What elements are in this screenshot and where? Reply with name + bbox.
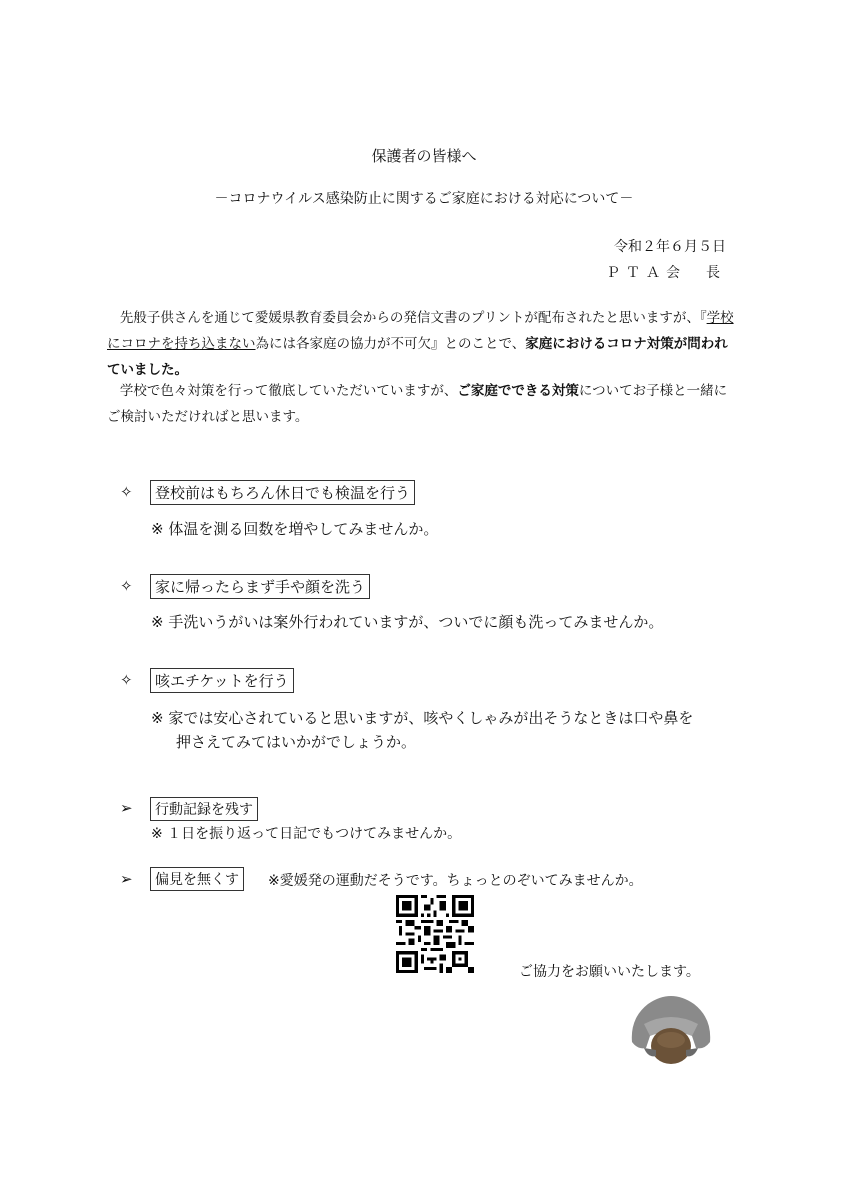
- page-subtitle: －コロナウイルス感染防止に関するご家庭における対応について－: [214, 191, 634, 207]
- intro-text: についてお子様と一緒にご検討いただければと思います。: [107, 383, 728, 425]
- intro-text: 学校で色々対策を行って徹底していただいていますが、: [119, 383, 458, 399]
- item-note: ※愛媛発の運動だそうです。ちょっとのぞいてみませんか。: [268, 873, 643, 889]
- intro-emphasis: 家庭におけるコロナ対策: [525, 336, 674, 352]
- item-note: ※ １日を振り返って日記でもつけてみませんか。: [151, 826, 462, 842]
- item-note-continued: 押さえてみてはいかがでしょうか。: [176, 733, 417, 751]
- intro-paragraph-2: [107, 378, 737, 430]
- date: 令和２年６月５日: [614, 239, 726, 255]
- page-title: 保護者の皆様へ: [371, 147, 477, 165]
- sparkle-bullet-icon: ✧: [120, 483, 133, 501]
- item-label: 行動記録を残す: [150, 797, 258, 821]
- intro-text: 為には各家庭の協力が不可欠』とのことで、: [255, 336, 526, 352]
- bowing-person-icon: [626, 990, 716, 1070]
- item-label: 咳エチケットを行う: [150, 668, 294, 693]
- sparkle-bullet-icon: ✧: [120, 671, 133, 689]
- intro-paragraph-1: [107, 305, 737, 383]
- qr-code-icon[interactable]: [396, 895, 474, 973]
- item-note: ※ 体温を測る回数を増やしてみませんか。: [151, 520, 439, 538]
- author: ＰＴＡ会 長: [606, 265, 726, 281]
- item-note: ※ 家では安心されていると思いますが、咳やくしゃみが出そうなときは口や鼻を: [151, 709, 694, 727]
- intro-emphasis: ご家庭でできる対策: [457, 383, 579, 399]
- arrow-bullet-icon: ➢: [120, 799, 133, 817]
- intro-text: 『: [699, 310, 707, 326]
- item-label: 偏見を無くす: [150, 867, 244, 891]
- sparkle-bullet-icon: ✧: [120, 577, 133, 595]
- intro-emphasis: が問われていました。: [107, 336, 728, 378]
- intro-underlined: 学校にコロナを持ち込まない: [107, 310, 734, 352]
- item-label: 家に帰ったらまず手や顔を洗う: [150, 574, 370, 599]
- item-note: ※ 手洗いうがいは案外行われていますが、ついでに顔も洗ってみませんか。: [151, 613, 664, 631]
- intro-text: 先般子供さんを通じて愛媛県教育委員会からの発信文書のプリントが配布されたと思いますが、: [119, 310, 700, 326]
- item-label: 登校前はもちろん休日でも検温を行う: [150, 480, 415, 505]
- arrow-bullet-icon: ➢: [120, 870, 133, 888]
- closing-message: ご協力をお願いいたします。: [519, 964, 700, 980]
